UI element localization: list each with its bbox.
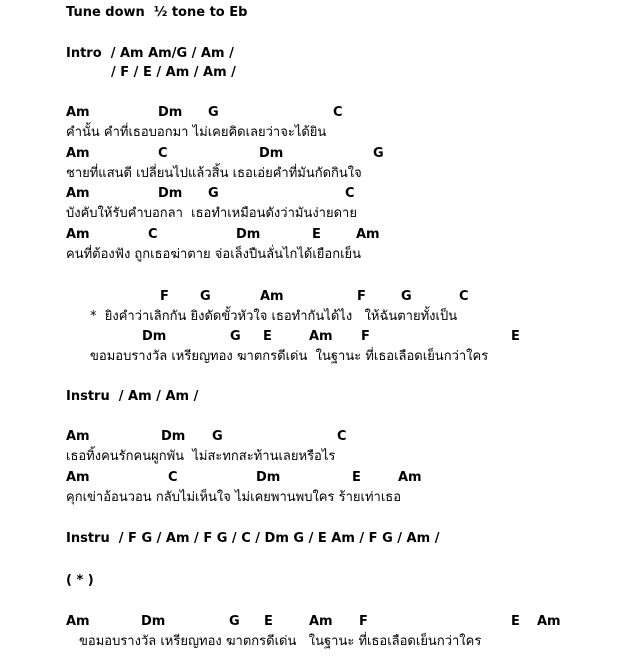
verse2-lyric-2: คุกเข่าอ้อนวอน กลับไม่เห็นใจ ไม่เคยพานพบใคร ร้ายเท่าเธอ — [66, 490, 402, 505]
chord: Am — [398, 470, 422, 485]
chord: G — [230, 329, 241, 344]
instru-line-2: Instru / F G / Am / F G / C / Dm G / E Am / F G / Am / — [66, 531, 440, 546]
chord: E — [352, 470, 361, 485]
chord: Am — [66, 105, 90, 120]
verse2-lyric-1: เธอทิ้งคนรักคนผูกพัน ไม่สะทกสะท้านเลยหรือไร — [66, 449, 336, 464]
chord: Am — [66, 429, 90, 444]
chord: C — [459, 289, 469, 304]
chord: C — [333, 105, 343, 120]
chord: G — [229, 614, 240, 629]
chord: Am — [66, 470, 90, 485]
chord: G — [208, 186, 219, 201]
intro-line-2: / F / E / Am / Am / — [111, 65, 236, 80]
instru-line-1: Instru / Am / Am / — [66, 389, 199, 404]
chord: Dm — [142, 329, 167, 344]
chord: Dm — [256, 470, 281, 485]
chord: Am — [66, 614, 90, 629]
chord: Am — [66, 186, 90, 201]
chord: E — [511, 329, 520, 344]
repeat-marker: ( * ) — [66, 573, 94, 588]
chord: G — [212, 429, 223, 444]
chorus-lyric-2: ขอมอบรางวัล เหรียญทอง ฆาตกรดีเด่น ในฐานะ ที่เธอเลือดเย็นกว่าใคร — [90, 349, 489, 364]
verse1-lyric-2: ชายที่แสนดี เปลี่ยนไปแล้วสิ้น เธอเอ่ยคำที่มันกัดกินใจ — [66, 166, 362, 181]
chord: C — [158, 146, 168, 161]
chord: E — [264, 614, 273, 629]
chord: E — [312, 227, 321, 242]
chord: F — [361, 329, 370, 344]
chord: C — [337, 429, 347, 444]
chord: Am — [356, 227, 380, 242]
chord: G — [200, 289, 211, 304]
verse1-lyric-3: บังคับให้รับคำบอกลา เธอทำเหมือนดังว่ามันง่ายดาย — [66, 206, 357, 221]
intro-line-1: Intro / Am Am/G / Am / — [66, 46, 234, 61]
chord: C — [345, 186, 355, 201]
chord: Am — [66, 146, 90, 161]
chord: G — [401, 289, 412, 304]
chord: E — [511, 614, 520, 629]
verse1-lyric-4: คนที่ต้องฟัง ถูกเธอฆ่าตาย จ่อเล็งปืนลั่นไกได้เยือกเย็น — [66, 247, 362, 262]
chord: C — [148, 227, 158, 242]
chord: E — [263, 329, 272, 344]
verse1-lyric-1: คำนั้น คำที่เธอบอกมา ไม่เคยคิดเลยว่าจะได้ยิน — [66, 125, 327, 140]
chord: Dm — [158, 105, 183, 120]
tuning-note: Tune down ½ tone to Eb — [66, 5, 248, 20]
chord: Am — [66, 227, 90, 242]
chord: C — [168, 470, 178, 485]
chord: Dm — [259, 146, 284, 161]
chord: Am — [537, 614, 561, 629]
chord: Am — [309, 329, 333, 344]
outro-lyric-1: ขอมอบรางวัล เหรียญทอง ฆาตกรดีเด่น ในฐานะ ที่เธอเลือดเย็นกว่าใคร — [79, 634, 482, 649]
chord: F — [160, 289, 169, 304]
chord: G — [208, 105, 219, 120]
chord: F — [359, 614, 368, 629]
chorus-lyric-1: * ยิงคำว่าเลิกกัน ยิงดัดขั้วหัวใจ เธอทำกันได้ไง ให้ฉันตายทั้งเป็น — [90, 309, 458, 324]
chord: Dm — [141, 614, 166, 629]
chord: Am — [260, 289, 284, 304]
chord: G — [373, 146, 384, 161]
chord: Am — [309, 614, 333, 629]
chord: Dm — [236, 227, 261, 242]
chord: Dm — [161, 429, 186, 444]
chord: F — [357, 289, 366, 304]
chord: Dm — [158, 186, 183, 201]
